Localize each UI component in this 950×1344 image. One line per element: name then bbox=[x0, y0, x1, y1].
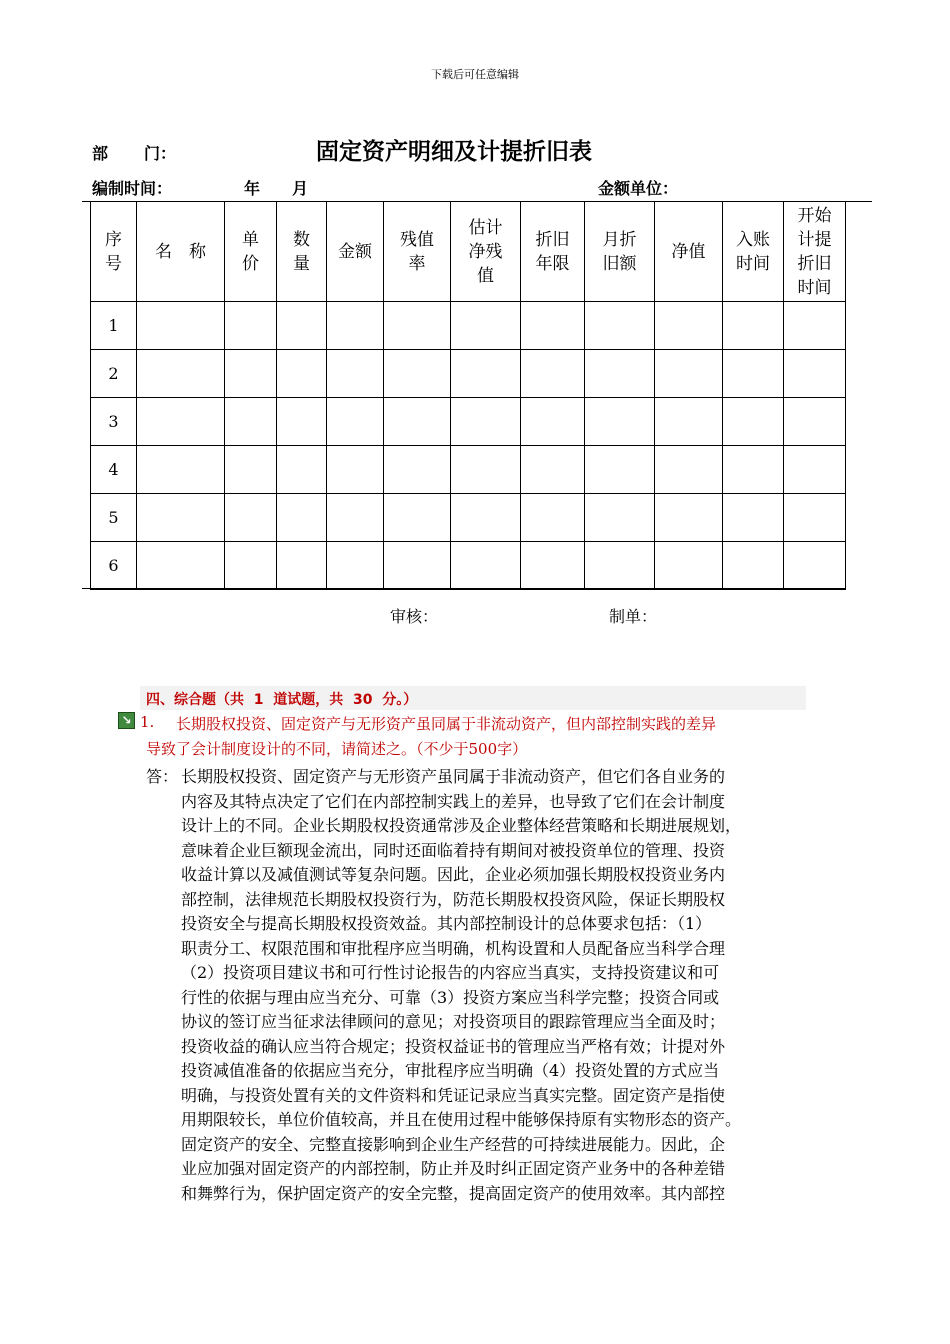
row-number: 2 bbox=[91, 350, 137, 398]
column-header bbox=[585, 202, 655, 302]
table-cell bbox=[225, 542, 277, 590]
row-number: 1 bbox=[91, 302, 137, 350]
table-cell bbox=[723, 350, 784, 398]
table-cell bbox=[451, 494, 521, 542]
table-cell bbox=[384, 542, 451, 590]
page-title: 固定资产明细及计提折旧表 bbox=[316, 139, 592, 165]
table-cell bbox=[451, 446, 521, 494]
table-row bbox=[91, 494, 846, 542]
answer-line: 明确，与投资处置有关的文件资料和凭证记录应当真实完整。固定资产是指使 bbox=[181, 1085, 726, 1105]
column-header-line: 入账 bbox=[736, 229, 770, 250]
column-header bbox=[225, 202, 277, 302]
answer-line: 收益计算以及减值测试等复杂问题。因此，企业必须加强长期股权投资业务内 bbox=[181, 865, 726, 884]
row-number: 4 bbox=[91, 446, 137, 494]
answer-line: 意味着企业巨额现金流出，同时还面临着持有期间对被投资单位的管理、投资 bbox=[181, 840, 726, 860]
question-number: 1. bbox=[140, 713, 155, 731]
column-header-line: 净残 bbox=[468, 241, 503, 262]
table-cell bbox=[137, 446, 225, 494]
answer-line: 内容及其特点决定了它们在内部控制实践上的差异，也导致了它们在会计制度 bbox=[181, 791, 726, 811]
column-header-line: 月折 bbox=[602, 229, 637, 250]
table-cell bbox=[451, 398, 521, 446]
page-header-note: 下载后可任意编辑 bbox=[431, 68, 519, 81]
table-cell bbox=[137, 494, 225, 542]
table-cell bbox=[521, 398, 585, 446]
table-row bbox=[91, 398, 846, 446]
table-cell bbox=[585, 542, 655, 590]
table-cell bbox=[585, 350, 655, 398]
column-header-line: 值 bbox=[477, 265, 494, 286]
month-label: 月 bbox=[292, 179, 309, 198]
table-cell bbox=[137, 542, 225, 590]
table-cell bbox=[655, 350, 723, 398]
answer-line: 部控制，法律规范长期股权投资行为，防范长期股权投资风险，保证长期股权 bbox=[181, 889, 726, 909]
table-cell bbox=[327, 542, 384, 590]
table-cell bbox=[327, 494, 384, 542]
table-cell bbox=[327, 302, 384, 350]
table-cell bbox=[137, 398, 225, 446]
column-header-line: 号 bbox=[105, 253, 122, 274]
table-cell bbox=[277, 350, 327, 398]
review-label: 审核： bbox=[390, 607, 439, 626]
column-header-line: 净值 bbox=[671, 241, 706, 262]
column-header-line: 年限 bbox=[535, 253, 570, 274]
table-cell bbox=[585, 302, 655, 350]
table-cell bbox=[384, 350, 451, 398]
row-number: 6 bbox=[91, 542, 137, 590]
column-header-line: 时间 bbox=[797, 277, 832, 298]
column-header-line: 序 bbox=[105, 229, 122, 250]
department-label: 部 门： bbox=[92, 144, 177, 163]
table-cell bbox=[225, 302, 277, 350]
table-cell bbox=[521, 302, 585, 350]
table-cell bbox=[384, 398, 451, 446]
answer-line: 职责分工、权限范围和审批程序应当明确，机构设置和人员配备应当科学合理 bbox=[181, 938, 726, 958]
row-number: 5 bbox=[91, 494, 137, 542]
column-header-line: 时间 bbox=[736, 253, 770, 274]
column-header-line: 名 称 bbox=[155, 241, 206, 262]
table-row bbox=[91, 542, 846, 590]
answer-line: 投资收益的确认应当符合规定；投资权益证书的管理应当严格有效；计提对外 bbox=[181, 1036, 726, 1056]
table-row bbox=[91, 350, 846, 398]
table-cell bbox=[137, 350, 225, 398]
table-cell bbox=[277, 446, 327, 494]
row-number: 3 bbox=[91, 398, 137, 446]
table-cell bbox=[655, 494, 723, 542]
table-cell bbox=[277, 542, 327, 590]
table-row bbox=[91, 446, 846, 494]
column-header bbox=[723, 202, 784, 302]
table-cell bbox=[784, 350, 846, 398]
table-cell bbox=[451, 350, 521, 398]
column-header bbox=[521, 202, 585, 302]
column-header bbox=[451, 202, 521, 302]
answer-line: 固定资产的安全、完整直接影响到企业生产经营的可持续进展能力。因此，企 bbox=[181, 1134, 726, 1154]
table-cell bbox=[655, 446, 723, 494]
maker-label: 制单： bbox=[609, 607, 658, 626]
table-cell bbox=[225, 398, 277, 446]
section-title: 四、综合题（共 1 道试题，共 30 分。） bbox=[146, 692, 418, 708]
table-cell bbox=[784, 302, 846, 350]
table-cell bbox=[784, 398, 846, 446]
question-text-line-1: 长期股权投资、固定资产与无形资产虽同属于非流动资产，但内部控制实践的差异 bbox=[176, 715, 717, 733]
table-cell bbox=[723, 398, 784, 446]
table-cell bbox=[384, 494, 451, 542]
column-header-line: 数 bbox=[293, 229, 310, 250]
answer-line: 投资减值准备的依据应当充分，审批程序应当明确（4）投资处置的方式应当 bbox=[181, 1061, 720, 1080]
answer-line: 业应加强对固定资产的内部控制，防止并及时纠正固定资产业务中的各种差错 bbox=[181, 1159, 726, 1178]
column-header bbox=[327, 202, 384, 302]
table-header-row bbox=[91, 202, 846, 302]
column-header bbox=[137, 202, 225, 302]
column-header-line: 量 bbox=[293, 253, 310, 274]
table-cell bbox=[327, 398, 384, 446]
table-cell bbox=[655, 542, 723, 590]
table-cell bbox=[585, 398, 655, 446]
table-cell bbox=[521, 542, 585, 590]
answer-line: 和舞弊行为，保护固定资产的安全完整，提高固定资产的使用效率。其内部控 bbox=[181, 1183, 726, 1203]
table-cell bbox=[384, 302, 451, 350]
table-cell bbox=[521, 446, 585, 494]
table-cell bbox=[225, 446, 277, 494]
year-label: 年 bbox=[244, 179, 261, 198]
column-header bbox=[91, 202, 137, 302]
table-cell bbox=[784, 542, 846, 590]
table-cell bbox=[784, 494, 846, 542]
question-text-line-2: 导致了会计制度设计的不同，请简述之。（不少于500字） bbox=[146, 740, 528, 758]
table-cell bbox=[225, 494, 277, 542]
table-cell bbox=[327, 350, 384, 398]
table-cell bbox=[521, 350, 585, 398]
column-header-line: 折旧 bbox=[797, 253, 832, 274]
answer-line: 长期股权投资、固定资产与无形资产虽同属于非流动资产，但它们各自业务的 bbox=[181, 767, 726, 786]
table-cell bbox=[655, 302, 723, 350]
answer-line: 协议的签订应当征求法律顾问的意见；对投资项目的跟踪管理应当全面及时； bbox=[181, 1012, 726, 1031]
table-cell bbox=[327, 446, 384, 494]
compile-date-label: 编制时间： bbox=[92, 179, 173, 198]
column-header-line: 价 bbox=[242, 253, 259, 274]
amount-unit-label: 金额单位： bbox=[598, 179, 679, 198]
column-header bbox=[655, 202, 723, 302]
table-cell bbox=[585, 446, 655, 494]
table-cell bbox=[451, 542, 521, 590]
table-cell bbox=[521, 494, 585, 542]
column-header-line: 折旧 bbox=[535, 229, 570, 250]
table-cell bbox=[277, 398, 327, 446]
answer-line: （2）投资项目建议书和可行性讨论报告的内容应当真实，支持投资建议和可 bbox=[181, 963, 720, 982]
table-cell bbox=[277, 302, 327, 350]
column-header-line: 率 bbox=[408, 253, 426, 274]
answer-line: 设计上的不同。企业长期股权投资通常涉及企业整体经营策略和长期进展规划， bbox=[181, 816, 742, 835]
table-cell bbox=[277, 494, 327, 542]
answer-label: 答： bbox=[146, 767, 179, 786]
column-header-line: 旧额 bbox=[602, 253, 637, 274]
column-header bbox=[784, 202, 846, 302]
table-cell bbox=[655, 398, 723, 446]
table-cell bbox=[723, 542, 784, 590]
column-header bbox=[384, 202, 451, 302]
table-cell bbox=[723, 494, 784, 542]
table-cell bbox=[451, 302, 521, 350]
table-cell bbox=[384, 446, 451, 494]
table-cell bbox=[784, 446, 846, 494]
table-cell bbox=[225, 350, 277, 398]
answer-line: 用期限较长，单位价值较高，并且在使用过程中能够保持原有实物形态的资产。 bbox=[181, 1110, 742, 1129]
column-header-line: 估计 bbox=[468, 217, 503, 238]
column-header-line: 单 bbox=[242, 229, 259, 250]
asset-depreciation-table bbox=[90, 201, 846, 590]
table-row bbox=[91, 302, 846, 350]
table-cell bbox=[723, 446, 784, 494]
next-arrow-icon[interactable]: ↘ bbox=[118, 712, 135, 729]
column-header-line: 计提 bbox=[797, 229, 832, 250]
table-cell bbox=[585, 494, 655, 542]
table-cell bbox=[137, 302, 225, 350]
column-header-line: 金额 bbox=[338, 241, 372, 262]
table-bottom-rule bbox=[82, 588, 846, 589]
answer-line: 投资安全与提高长期股权投资效益。其内部控制设计的总体要求包括：（1） bbox=[181, 914, 712, 933]
column-header-line: 残值 bbox=[400, 229, 434, 250]
answer-line: 行性的依据与理由应当充分、可靠（3）投资方案应当科学完整；投资合同或 bbox=[181, 987, 720, 1007]
table-cell bbox=[723, 302, 784, 350]
column-header bbox=[277, 202, 327, 302]
column-header-line: 开始 bbox=[797, 205, 832, 226]
